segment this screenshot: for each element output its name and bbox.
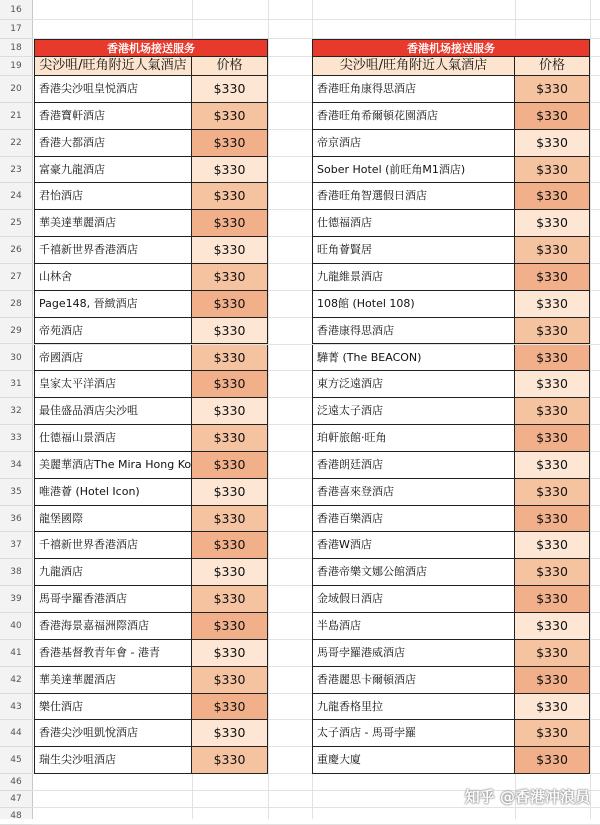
right-hotel-price[interactable]: $330 [515, 640, 590, 667]
left-hotel-price[interactable]: $330 [192, 183, 268, 210]
left-hotel-name[interactable]: 香港尖沙咀凱悅酒店 [34, 720, 192, 747]
grid-column-line [590, 0, 591, 819]
left-hotel-price[interactable]: $330 [192, 237, 268, 264]
row-number[interactable]: 39 [0, 586, 32, 613]
left-hotel-price[interactable]: $330 [192, 640, 268, 667]
left-hotel-price[interactable]: $330 [192, 586, 268, 613]
left-hotel-price[interactable]: $330 [192, 103, 268, 130]
right-hotel-price[interactable]: $330 [515, 559, 590, 586]
row-number[interactable]: 40 [0, 613, 32, 640]
right-hotel-price[interactable]: $330 [515, 398, 590, 425]
left-hotel-price[interactable]: $330 [192, 452, 268, 479]
left-hotel-name[interactable]: Page148, 晉緻酒店 [34, 291, 192, 318]
right-hotel-price[interactable]: $330 [515, 291, 590, 318]
grid-column-line [268, 0, 269, 819]
right-hotel-price[interactable]: $330 [515, 157, 590, 184]
left-hotel-price[interactable]: $330 [192, 157, 268, 184]
right-hotel-price[interactable]: $330 [515, 318, 590, 345]
left-hotel-name[interactable]: 皇家太平洋酒店 [34, 371, 192, 398]
left-hotel-price[interactable]: $330 [192, 318, 268, 345]
row-number[interactable]: 30 [0, 345, 32, 372]
row-number[interactable]: 45 [0, 747, 32, 774]
right-hotel-name[interactable]: 驊菁 (The BEACON) [312, 345, 515, 372]
row-number[interactable]: 43 [0, 694, 32, 721]
row-number[interactable]: 18 [0, 39, 32, 57]
left-hotel-price[interactable]: $330 [192, 210, 268, 237]
right-hotel-price[interactable]: $330 [515, 345, 590, 372]
left-hotel-price[interactable]: $330 [192, 76, 268, 103]
right-hotel-price[interactable]: $330 [515, 532, 590, 559]
row-number[interactable]: 35 [0, 479, 32, 506]
right-header-price: 价格 [514, 57, 590, 76]
left-hotel-price[interactable]: $330 [192, 506, 268, 533]
right-hotel-name[interactable]: 旺角薈賢居 [312, 237, 515, 264]
right-hotel-price[interactable]: $330 [515, 130, 590, 157]
right-hotel-name[interactable]: 九龍維景酒店 [312, 264, 515, 291]
left-hotel-name[interactable]: 唯港薈 (Hotel Icon) [34, 479, 192, 506]
right-hotel-price[interactable]: $330 [515, 720, 590, 747]
right-hotel-price[interactable]: $330 [515, 76, 590, 103]
row-number[interactable]: 48 [0, 808, 32, 825]
left-hotel-price[interactable]: $330 [192, 398, 268, 425]
right-hotel-name[interactable]: 香港朗廷酒店 [312, 452, 515, 479]
right-hotel-name[interactable]: 東方泛遠酒店 [312, 371, 515, 398]
right-hotel-name[interactable]: 香港康得思酒店 [312, 318, 515, 345]
right-hotel-price[interactable]: $330 [515, 694, 590, 721]
row-number[interactable]: 16 [0, 0, 32, 20]
right-hotel-price[interactable]: $330 [515, 237, 590, 264]
right-hotel-price[interactable]: $330 [515, 371, 590, 398]
left-hotel-name[interactable]: 樂仕酒店 [34, 694, 192, 721]
left-hotel-price[interactable]: $330 [192, 264, 268, 291]
row-number[interactable]: 37 [0, 532, 32, 559]
left-hotel-name[interactable]: 千禧新世界香港酒店 [34, 237, 192, 264]
left-hotel-name[interactable]: 香港基督教青年會 - 港青 [34, 640, 192, 667]
right-hotel-name[interactable]: 太子酒店 - 馬哥孛羅 [312, 720, 515, 747]
row-number[interactable]: 29 [0, 318, 32, 345]
row-number[interactable]: 21 [0, 103, 32, 130]
left-hotel-name[interactable]: 龍堡國際 [34, 506, 192, 533]
row-number[interactable]: 42 [0, 667, 32, 694]
left-hotel-name[interactable]: 帝國酒店 [34, 345, 192, 372]
row-number[interactable]: 19 [0, 57, 32, 76]
right-hotel-price[interactable]: $330 [515, 210, 590, 237]
right-hotel-price[interactable]: $330 [515, 506, 590, 533]
right-hotel-name[interactable]: 香港麗思卡爾頓酒店 [312, 667, 515, 694]
left-hotel-price[interactable]: $330 [192, 479, 268, 506]
right-hotel-price[interactable]: $330 [515, 264, 590, 291]
right-hotel-name[interactable]: 香港喜來登酒店 [312, 479, 515, 506]
row-number[interactable]: 38 [0, 559, 32, 586]
right-hotel-name[interactable]: 金域假日酒店 [312, 586, 515, 613]
row-number[interactable]: 44 [0, 720, 32, 747]
right-hotel-name[interactable]: 香港W酒店 [312, 532, 515, 559]
row-number[interactable]: 33 [0, 425, 32, 452]
left-hotel-price[interactable]: $330 [192, 667, 268, 694]
row-number[interactable]: 32 [0, 398, 32, 425]
left-table-title: 香港机场接送服务 [34, 39, 268, 57]
right-hotel-name[interactable]: 香港百樂酒店 [312, 506, 515, 533]
right-hotel-price[interactable]: $330 [515, 747, 590, 774]
right-hotel-name[interactable]: 珀軒旅館·旺角 [312, 425, 515, 452]
right-hotel-name[interactable]: 帝京酒店 [312, 130, 515, 157]
right-hotel-name[interactable]: 馬哥孛羅港威酒店 [312, 640, 515, 667]
left-hotel-price[interactable]: $330 [192, 371, 268, 398]
left-hotel-name[interactable]: 君怡酒店 [34, 183, 192, 210]
row-number[interactable]: 34 [0, 452, 32, 479]
right-hotel-name[interactable]: Sober Hotel (前旺角M1酒店) [312, 157, 515, 184]
left-hotel-name[interactable]: 香港寶軒酒店 [34, 103, 192, 130]
left-hotel-name[interactable]: 美麗華酒店The Mira Hong Ko [34, 452, 192, 479]
right-hotel-price[interactable]: $330 [515, 183, 590, 210]
zhihu-watermark: 知乎 @香港冲浪员 [464, 788, 590, 806]
left-hotel-name[interactable]: 帝苑酒店 [34, 318, 192, 345]
row-number[interactable]: 41 [0, 640, 32, 667]
row-number[interactable]: 24 [0, 183, 32, 210]
row-number[interactable]: 17 [0, 20, 32, 39]
row-number[interactable]: 28 [0, 291, 32, 318]
left-header-hotel: 尖沙咀/旺角附近人氣酒店 [34, 57, 192, 76]
left-hotel-name[interactable]: 香港海景嘉福洲際酒店 [34, 613, 192, 640]
right-hotel-name[interactable]: 泛遠太子酒店 [312, 398, 515, 425]
left-hotel-price[interactable]: $330 [192, 291, 268, 318]
left-hotel-price[interactable]: $330 [192, 559, 268, 586]
right-hotel-price[interactable]: $330 [515, 667, 590, 694]
left-hotel-name[interactable]: 仕德福山景酒店 [34, 425, 192, 452]
right-hotel-name[interactable]: 仕德福酒店 [312, 210, 515, 237]
right-hotel-name[interactable]: 重慶大廈 [312, 747, 515, 774]
row-number[interactable]: 25 [0, 210, 32, 237]
row-number[interactable]: 31 [0, 371, 32, 398]
left-hotel-price[interactable]: $330 [192, 532, 268, 559]
right-hotel-name[interactable]: 九龍香格里拉 [312, 694, 515, 721]
left-hotel-name[interactable]: 富豪九龍酒店 [34, 157, 192, 184]
left-header-price: 价格 [191, 57, 268, 76]
left-hotel-price[interactable]: $330 [192, 720, 268, 747]
right-hotel-price[interactable]: $330 [515, 479, 590, 506]
row-number-column [0, 0, 33, 822]
row-number[interactable]: 27 [0, 264, 32, 291]
right-header-hotel: 尖沙咀/旺角附近人氣酒店 [312, 57, 515, 76]
right-table-title: 香港机场接送服务 [312, 39, 590, 57]
left-hotel-name[interactable]: 瑞生尖沙咀酒店 [34, 747, 192, 774]
right-hotel-name[interactable]: 香港旺角康得思酒店 [312, 76, 515, 103]
left-hotel-name[interactable]: 華美達華麗酒店 [34, 667, 192, 694]
row-number[interactable]: 47 [0, 791, 32, 808]
row-number[interactable]: 26 [0, 237, 32, 264]
left-hotel-name[interactable]: 香港大都酒店 [34, 130, 192, 157]
right-hotel-price[interactable]: $330 [515, 586, 590, 613]
row-number[interactable]: 22 [0, 130, 32, 157]
right-hotel-name[interactable]: 香港帝樂文娜公館酒店 [312, 559, 515, 586]
right-hotel-price[interactable]: $330 [515, 613, 590, 640]
left-hotel-price[interactable]: $330 [192, 747, 268, 774]
left-hotel-name[interactable]: 馬哥孛羅香港酒店 [34, 586, 192, 613]
right-hotel-price[interactable]: $330 [515, 452, 590, 479]
left-hotel-name[interactable]: 千禧新世界香港酒店 [34, 532, 192, 559]
row-number[interactable]: 46 [0, 774, 32, 791]
left-hotel-price[interactable]: $330 [192, 425, 268, 452]
left-hotel-name[interactable]: 最佳盛品酒店尖沙咀 [34, 398, 192, 425]
left-hotel-price[interactable]: $330 [192, 345, 268, 372]
left-hotel-price[interactable]: $330 [192, 130, 268, 157]
right-hotel-name[interactable]: 半島酒店 [312, 613, 515, 640]
right-hotel-name[interactable]: 香港旺角智選假日酒店 [312, 183, 515, 210]
right-hotel-price[interactable]: $330 [515, 425, 590, 452]
row-number[interactable]: 36 [0, 506, 32, 533]
left-hotel-price[interactable]: $330 [192, 694, 268, 721]
row-number[interactable]: 23 [0, 157, 32, 184]
right-hotel-name[interactable]: 香港旺角希爾頓花園酒店 [312, 103, 515, 130]
row-number[interactable]: 20 [0, 76, 32, 103]
right-hotel-price[interactable]: $330 [515, 103, 590, 130]
left-hotel-name[interactable]: 山林舍 [34, 264, 192, 291]
left-hotel-name[interactable]: 香港尖沙咀皇悦酒店 [34, 76, 192, 103]
left-hotel-name[interactable]: 九龍酒店 [34, 559, 192, 586]
left-hotel-price[interactable]: $330 [192, 613, 268, 640]
left-hotel-name[interactable]: 華美達華麗酒店 [34, 210, 192, 237]
right-hotel-name[interactable]: 108館 (Hotel 108) [312, 291, 515, 318]
